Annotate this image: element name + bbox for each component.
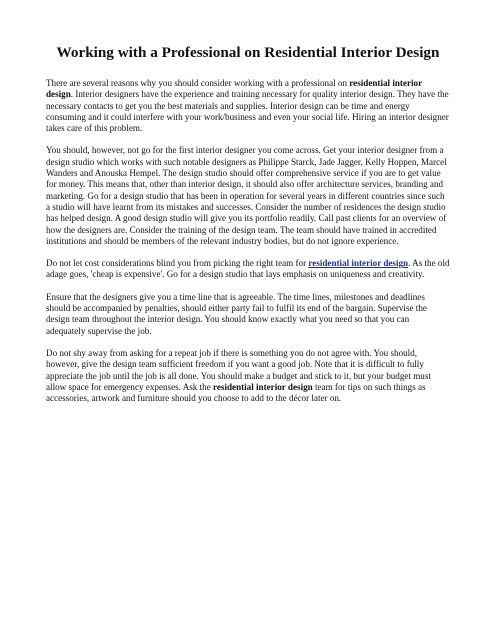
paragraph-3-text-end: . As the old adage goes, 'cheap is expensive'. Go for a design studio that lays emphasis on uniqueness and creativity. xyxy=(46,258,450,280)
paragraph-5-text-start: Do not shy away from asking for a repeat job if there is something you do not agree with. You should, however, give the design team sufficient freedom if you want a good job. Note that it is difficult to fully appreciate the job until the job is all done. You should make a budget and stick to it, but your budget must allow space for emergency expenses. Ask the xyxy=(46,347,431,392)
paragraph-1-text-end: . Interior designers have the experience and training necessary for quality interior design. They have the necessary contacts to get you the best materials and supplies. Interior design can be time and energy consuming and it could interfere with your work/business and even your social life. Hiring an interior designer takes care of this problem. xyxy=(46,89,449,134)
residential-interior-design-link[interactable]: residential interior design xyxy=(308,258,409,269)
paragraph-3-text-start: Do not let cost considerations blind you from picking the right team for xyxy=(46,258,309,269)
paragraph-4: Ensure that the designers give you a time line that is agreeable. The time lines, milestones and deadlines should be accompanied by penalties, should either party fail to fulfil its end of the bargain. Supervise the design team throughout the interior design. You should know exactly what you need so that you can adequately supervise the job. xyxy=(46,291,427,336)
keyword-residential-interior-design-2: residential interior design xyxy=(213,381,313,392)
paragraph-5-text-end: team for tips on such things as accessories, artwork and furniture should you choose to add to the décor later on. xyxy=(46,381,426,404)
paragraph-1-text-start: There are several reasons why you should consider working with a professional on xyxy=(46,78,350,88)
keyword-residential-interior-design: residential interior design xyxy=(46,78,422,100)
paragraph-2: You should, however, not go for the first interior designer you come across. Get your interior designer from a design studio which works with such notable designers as Philippe Starck, Jade Jagger, Kelly Hoppen, Marcel Wanders and Anouska Hempel. The design studio should offer comprehensive service if you are to get value for money. This means that, other than interior design, it should also offer architecture services, branding and marketing. Go for a design studio that has been in operation for several years in different countries since such a studio will have learnt from its mistakes and successes. Consider the number of residences the design studio has helped design. A good design studio will give you its portfolio readily. Call past clients for an overview of how the designers are. Consider the training of the design team. The team should have trained in accredited institutions and should be members of the relevant industry bodies, but do not ignore experience. xyxy=(46,145,447,246)
paragraph-1 xyxy=(46,78,450,134)
paragraph-3 xyxy=(46,258,450,281)
document-page xyxy=(46,44,450,415)
document-title: Working with a Professional on Residential Interior Design xyxy=(56,44,440,61)
paragraph-5 xyxy=(46,348,450,404)
